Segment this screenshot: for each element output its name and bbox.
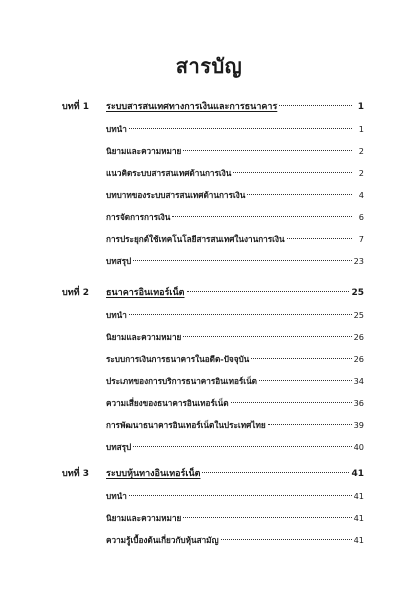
toc-entry[interactable] xyxy=(62,304,364,326)
page-number: 7 xyxy=(358,234,364,244)
dot-leader xyxy=(129,128,352,129)
page-number: 25 xyxy=(351,288,364,298)
dot-leader xyxy=(259,380,352,381)
page-number: 41 xyxy=(353,513,364,523)
toc-entry[interactable] xyxy=(62,140,364,162)
dot-leader xyxy=(183,150,352,151)
toc-entry[interactable] xyxy=(62,162,364,184)
toc-entry[interactable] xyxy=(62,436,364,458)
entry-title: ความเสี่ยงของธนาคารอินเทอร์เน็ต xyxy=(106,398,229,408)
dot-leader xyxy=(231,402,352,403)
page-number: 6 xyxy=(358,212,364,222)
page-number: 4 xyxy=(358,190,364,200)
page-number: 36 xyxy=(353,398,364,408)
page-number: 41 xyxy=(353,535,364,545)
chapter-title: ระบบสารสนเทศทางการเงินและการธนาคาร xyxy=(106,102,278,112)
toc-entry[interactable] xyxy=(62,118,364,140)
toc-entry[interactable] xyxy=(62,485,364,507)
page-number: 40 xyxy=(353,442,364,452)
page-number: 23 xyxy=(353,256,364,266)
entry-title: ประเภทของการบริการธนาคารอินเทอร์เน็ต xyxy=(106,376,257,386)
page-number: 26 xyxy=(353,354,364,364)
dot-leader xyxy=(233,172,352,173)
page-number: 41 xyxy=(351,469,364,479)
entry-title: การจัดการการเงิน xyxy=(106,212,171,222)
page-number: 2 xyxy=(358,146,364,156)
chapter-1 xyxy=(62,96,364,272)
toc-entry[interactable] xyxy=(62,507,364,529)
chapter-label: บทที่ 1 xyxy=(62,102,89,112)
page-title: สารบัญ xyxy=(175,54,243,78)
chapter-title: ธนาคารอินเทอร์เน็ต xyxy=(106,288,185,298)
page-number: 1 xyxy=(357,102,364,112)
entry-title: ระบบการเงินการธนาคารในอดีต-ปัจจุบัน xyxy=(106,354,250,364)
page-number: 1 xyxy=(358,124,364,134)
page-number: 34 xyxy=(353,376,364,386)
dot-leader xyxy=(251,358,351,359)
toc-entry[interactable] xyxy=(62,392,364,414)
dot-leader xyxy=(268,424,352,425)
chapter-label: บทที่ 3 xyxy=(62,469,89,479)
toc-entry[interactable] xyxy=(62,206,364,228)
dot-leader xyxy=(183,517,351,518)
toc-entry[interactable] xyxy=(62,326,364,348)
page-number: 39 xyxy=(353,420,364,430)
chapter-heading-row[interactable] xyxy=(62,463,364,485)
page-number: 41 xyxy=(353,491,364,501)
entry-title: บทสรุป xyxy=(106,256,132,266)
entry-title: บทบาทของระบบสารสนเทศด้านการเงิน xyxy=(106,190,246,200)
chapter-2 xyxy=(62,282,364,458)
entry-title: นิยามและความหมาย xyxy=(106,146,182,156)
chapter-heading-row[interactable] xyxy=(62,282,364,304)
page-number: 26 xyxy=(353,332,364,342)
entry-title: บทนำ xyxy=(106,491,127,501)
page-number: 2 xyxy=(358,168,364,178)
entry-title: นิยามและความหมาย xyxy=(106,332,182,342)
dot-leader xyxy=(247,194,352,195)
chapter-title: ระบบหุ้นทางอินเทอร์เน็ต xyxy=(106,469,201,479)
chapter-3 xyxy=(62,463,364,551)
toc-entry[interactable] xyxy=(62,250,364,272)
toc-entry[interactable] xyxy=(62,529,364,551)
entry-title: บทนำ xyxy=(106,124,127,134)
toc-entry[interactable] xyxy=(62,414,364,436)
entry-title: นิยามและความหมาย xyxy=(106,513,182,523)
toc-entry[interactable] xyxy=(62,228,364,250)
page-number: 25 xyxy=(353,310,364,320)
toc-entry[interactable] xyxy=(62,184,364,206)
dot-leader xyxy=(279,105,352,106)
dot-leader xyxy=(133,446,351,447)
chapter-heading-row[interactable] xyxy=(62,96,364,118)
entry-title: บทสรุป xyxy=(106,442,132,452)
dot-leader xyxy=(172,216,352,217)
dot-leader xyxy=(183,336,351,337)
entry-title: บทนำ xyxy=(106,310,127,320)
entry-title: การพัฒนาธนาคารอินเทอร์เน็ตในประเทศไทย xyxy=(106,420,266,430)
toc-entry[interactable] xyxy=(62,370,364,392)
entry-title: การประยุกต์ใช้เทคโนโลยีสารสนเทศในงานการเงิน xyxy=(106,234,285,244)
toc-entry[interactable] xyxy=(62,348,364,370)
entry-title: แนวคิดระบบสารสนเทศด้านการเงิน xyxy=(106,168,232,178)
dot-leader xyxy=(187,291,350,292)
dot-leader xyxy=(129,314,352,315)
dot-leader xyxy=(133,260,351,261)
dot-leader xyxy=(202,472,349,473)
dot-leader xyxy=(129,495,352,496)
chapter-label: บทที่ 2 xyxy=(62,288,89,298)
dot-leader xyxy=(221,539,352,540)
dot-leader xyxy=(287,238,352,239)
entry-title: ความรู้เบื้องต้นเกี่ยวกับหุ้นสามัญ xyxy=(106,535,219,545)
